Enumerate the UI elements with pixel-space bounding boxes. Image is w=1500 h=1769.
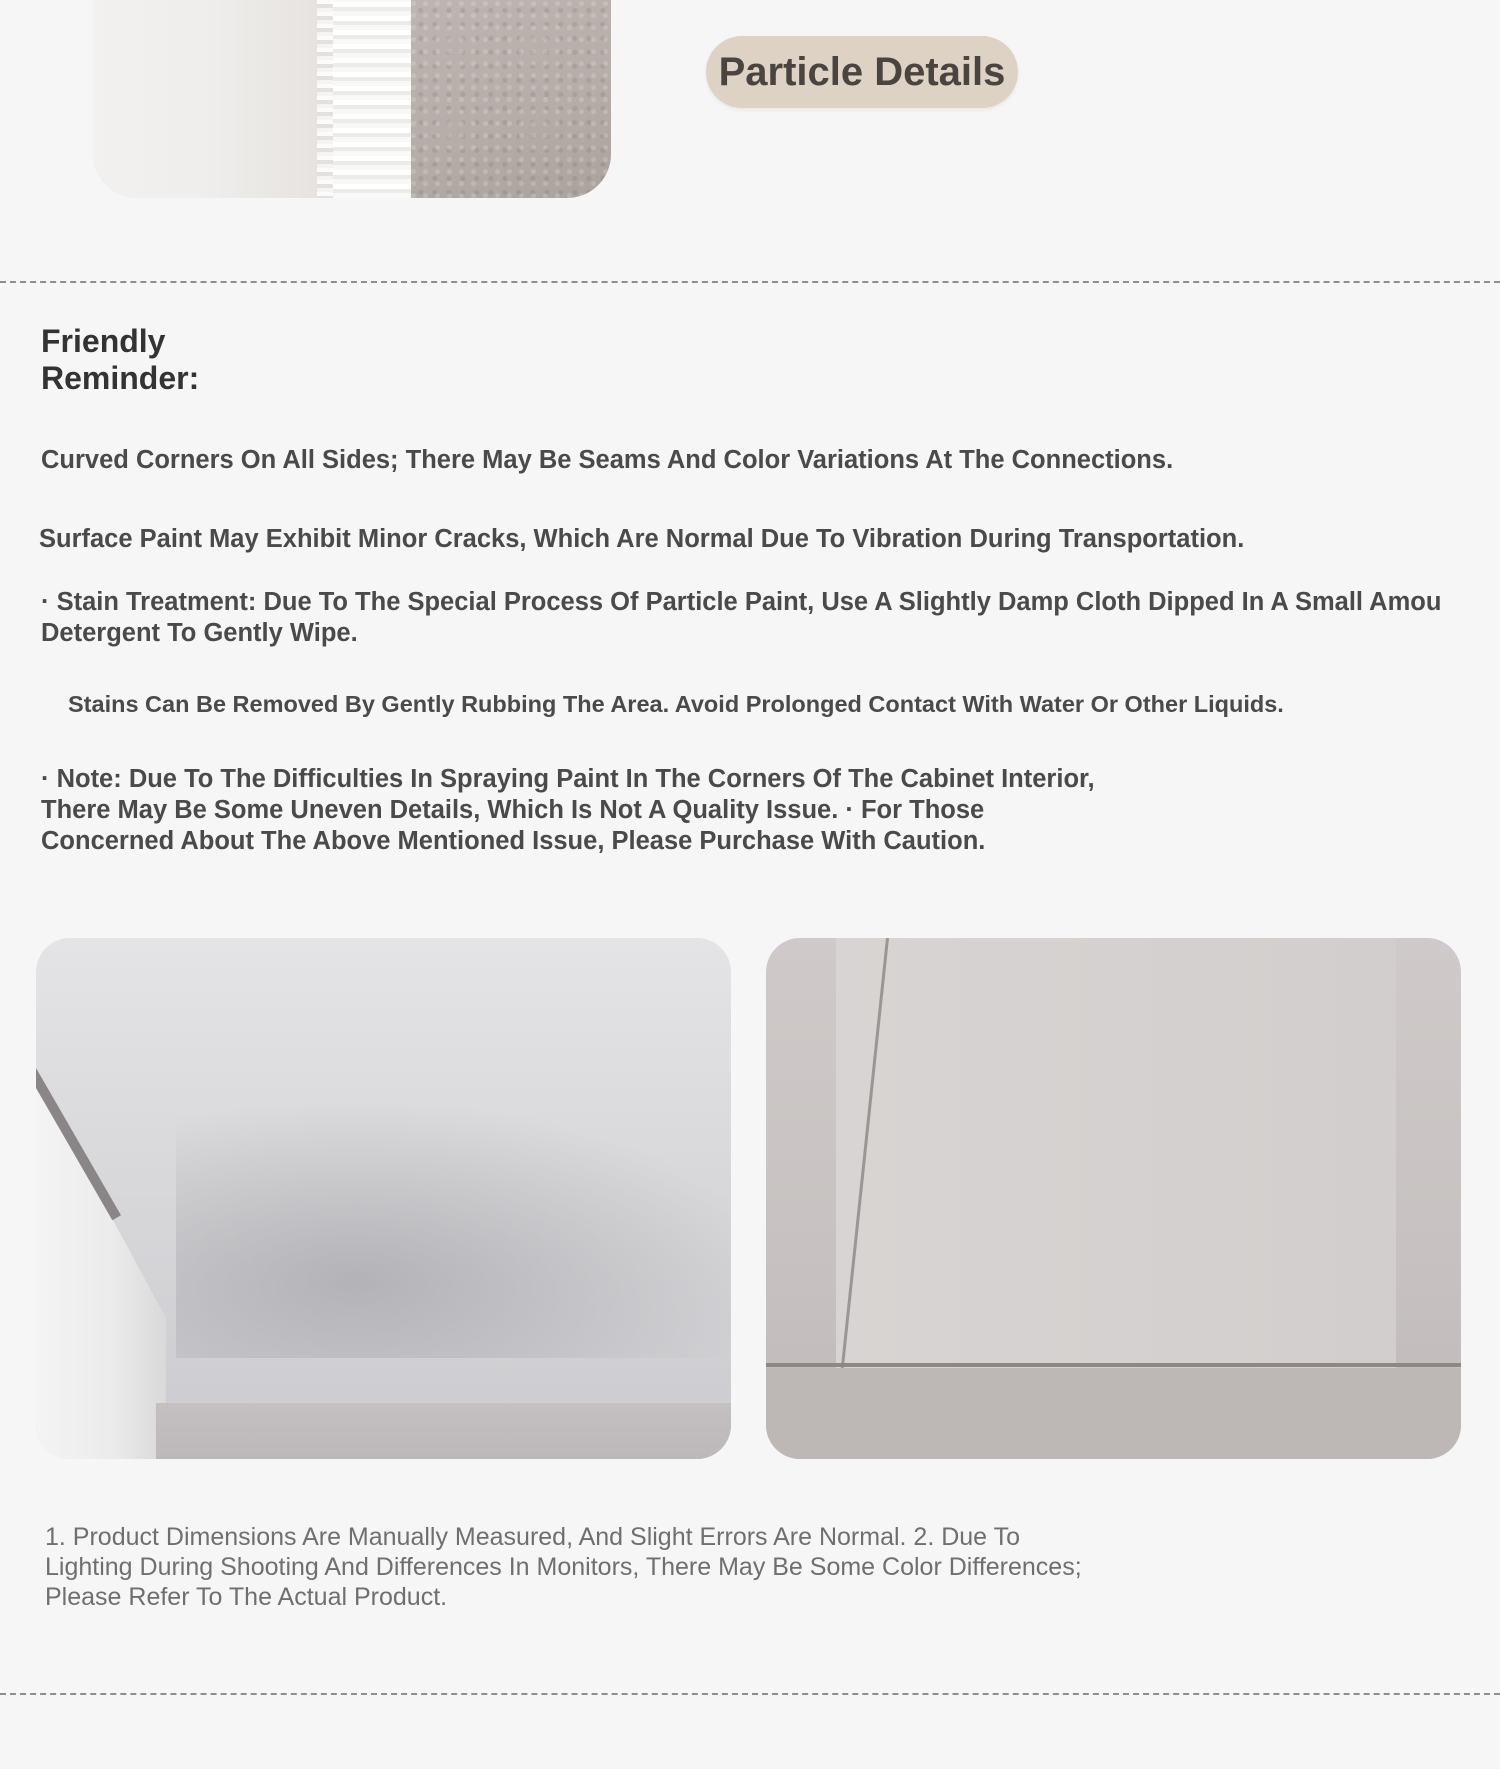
friendly-reminder-title	[41, 323, 331, 397]
particle-details-badge: Particle Details	[706, 36, 1018, 108]
footnote-line3: Please Refer To The Actual Product.	[45, 1583, 448, 1611]
reminder-note-corners-spray-line1: · Note: Due To The Difficulties In Spraying Paint In The Corners Of The Cabinet Interior,	[41, 765, 1095, 793]
corner-detail-photo-right	[766, 938, 1461, 1459]
disclaimer-footnote	[45, 1522, 1082, 1612]
section-divider-bottom	[0, 1693, 1500, 1695]
reminder-note-stain-line1: · Stain Treatment: Due To The Special Process Of Particle Paint, Use A Slightly Damp Cloth Dipped In A Small Amou	[41, 588, 1442, 616]
reminder-note-corners-spray-line3: Concerned About The Above Mentioned Issue, Please Purchase With Caution.	[41, 827, 986, 855]
reminder-note-stains-removal: Stains Can Be Removed By Gently Rubbing The Area. Avoid Prolonged Contact With Water Or Other Liquids.	[68, 691, 1284, 717]
section-divider-top	[0, 281, 1500, 283]
reminder-note-cracks: Surface Paint May Exhibit Minor Cracks, Which Are Normal Due To Vibration During Transportation.	[39, 525, 1245, 553]
reminder-title-line2: Reminder:	[41, 360, 200, 396]
reminder-note-corners: Curved Corners On All Sides; There May Be Seams And Color Variations At The Connections.	[41, 446, 1174, 474]
reminder-note-stain-line2: Detergent To Gently Wipe.	[41, 619, 358, 647]
footnote-line2: Lighting During Shooting And Differences In Monitors, There May Be Some Color Differences;	[45, 1553, 1082, 1581]
particle-texture-photo	[93, 0, 611, 198]
footnote-line1: 1. Product Dimensions Are Manually Measured, And Slight Errors Are Normal. 2. Due To	[45, 1523, 1020, 1551]
reminder-title-line1: Friendly	[41, 323, 166, 359]
corner-detail-photo-left	[36, 938, 731, 1459]
reminder-note-corners-spray-line2: There May Be Some Uneven Details, Which Is Not A Quality Issue. · For Those	[41, 796, 985, 824]
